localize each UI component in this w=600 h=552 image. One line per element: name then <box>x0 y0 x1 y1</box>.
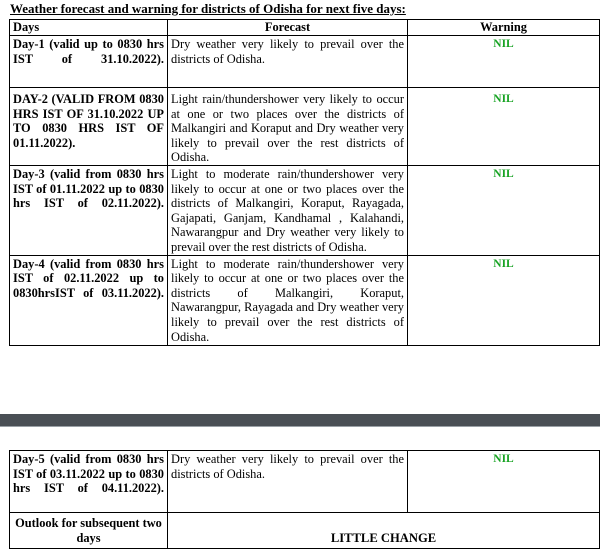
warning-cell: NIL <box>408 88 600 166</box>
forecast-table-top <box>9 19 600 346</box>
table-row <box>10 36 600 88</box>
warning-cell: NIL <box>408 165 600 255</box>
forecast-table-bottom <box>9 450 600 549</box>
outlook-value: LITTLE CHANGE <box>168 513 600 549</box>
forecast-cell: Light rain/thundershower very likely to occur at one or two places over the districts of Malkangiri and Koraput and Dry weather very likely to prevail over the rest districts of Odisha. <box>168 88 408 166</box>
forecast-cell: Dry weather very likely to prevail over the districts of Odisha. <box>168 451 408 513</box>
forecast-cell: Light to moderate rain/thundershower very likely to occur at one or two places over the districts of Malkangiri, Koraput, Nawarangpur, Rayagada and Dry weather very likely to prevail over the rest districts of Odisha. <box>168 255 408 345</box>
header-forecast: Forecast <box>168 20 408 36</box>
page-break-edge <box>0 426 600 427</box>
day-cell: Day-4 (valid from 0830 hrs IST of 02.11.2022 up to 0830hrsIST of 03.11.2022). <box>10 255 168 345</box>
warning-cell: NIL <box>408 255 600 345</box>
day-cell: DAY-2 (VALID FROM 0830 HRS IST OF 31.10.2022 UP TO 0830 HRS IST OF 01.11.2022). <box>10 88 168 166</box>
table-row <box>10 165 600 255</box>
header-days: Days <box>10 20 168 36</box>
day-cell: Day-5 (valid from 0830 hrs IST of 03.11.2022 up to 0830 hrs IST of 04.11.2022). <box>10 451 168 513</box>
header-row <box>10 20 600 36</box>
day-cell: Day-3 (valid from 0830 hrs IST of 01.11.2022 up to 0830 hrs IST of 02.11.2022). <box>10 165 168 255</box>
page-break-divider <box>0 414 600 426</box>
table-row <box>10 451 600 513</box>
table-row <box>10 88 600 166</box>
table-row <box>10 255 600 345</box>
outlook-label: Outlook for subsequent two days <box>10 513 168 549</box>
forecast-cell: Light to moderate rain/thundershower very likely to occur at one or two places over the districts of Malkangiri, Koraput, Rayagada, Gajapati, Ganjam, Kandhamal , Kalahandi, Nawarangpur and Dry weather very likely to prevail over the rest districts of Odisha. <box>168 165 408 255</box>
page-title: Weather forecast and warning for districts of Odisha for next five days: <box>10 1 406 16</box>
warning-cell: NIL <box>408 36 600 88</box>
forecast-cell: Dry weather very likely to prevail over the districts of Odisha. <box>168 36 408 88</box>
outlook-row <box>10 513 600 549</box>
header-warning: Warning <box>408 20 600 36</box>
day-cell: Day-1 (valid up to 0830 hrs IST of 31.10.2022). <box>10 36 168 88</box>
warning-cell: NIL <box>408 451 600 513</box>
